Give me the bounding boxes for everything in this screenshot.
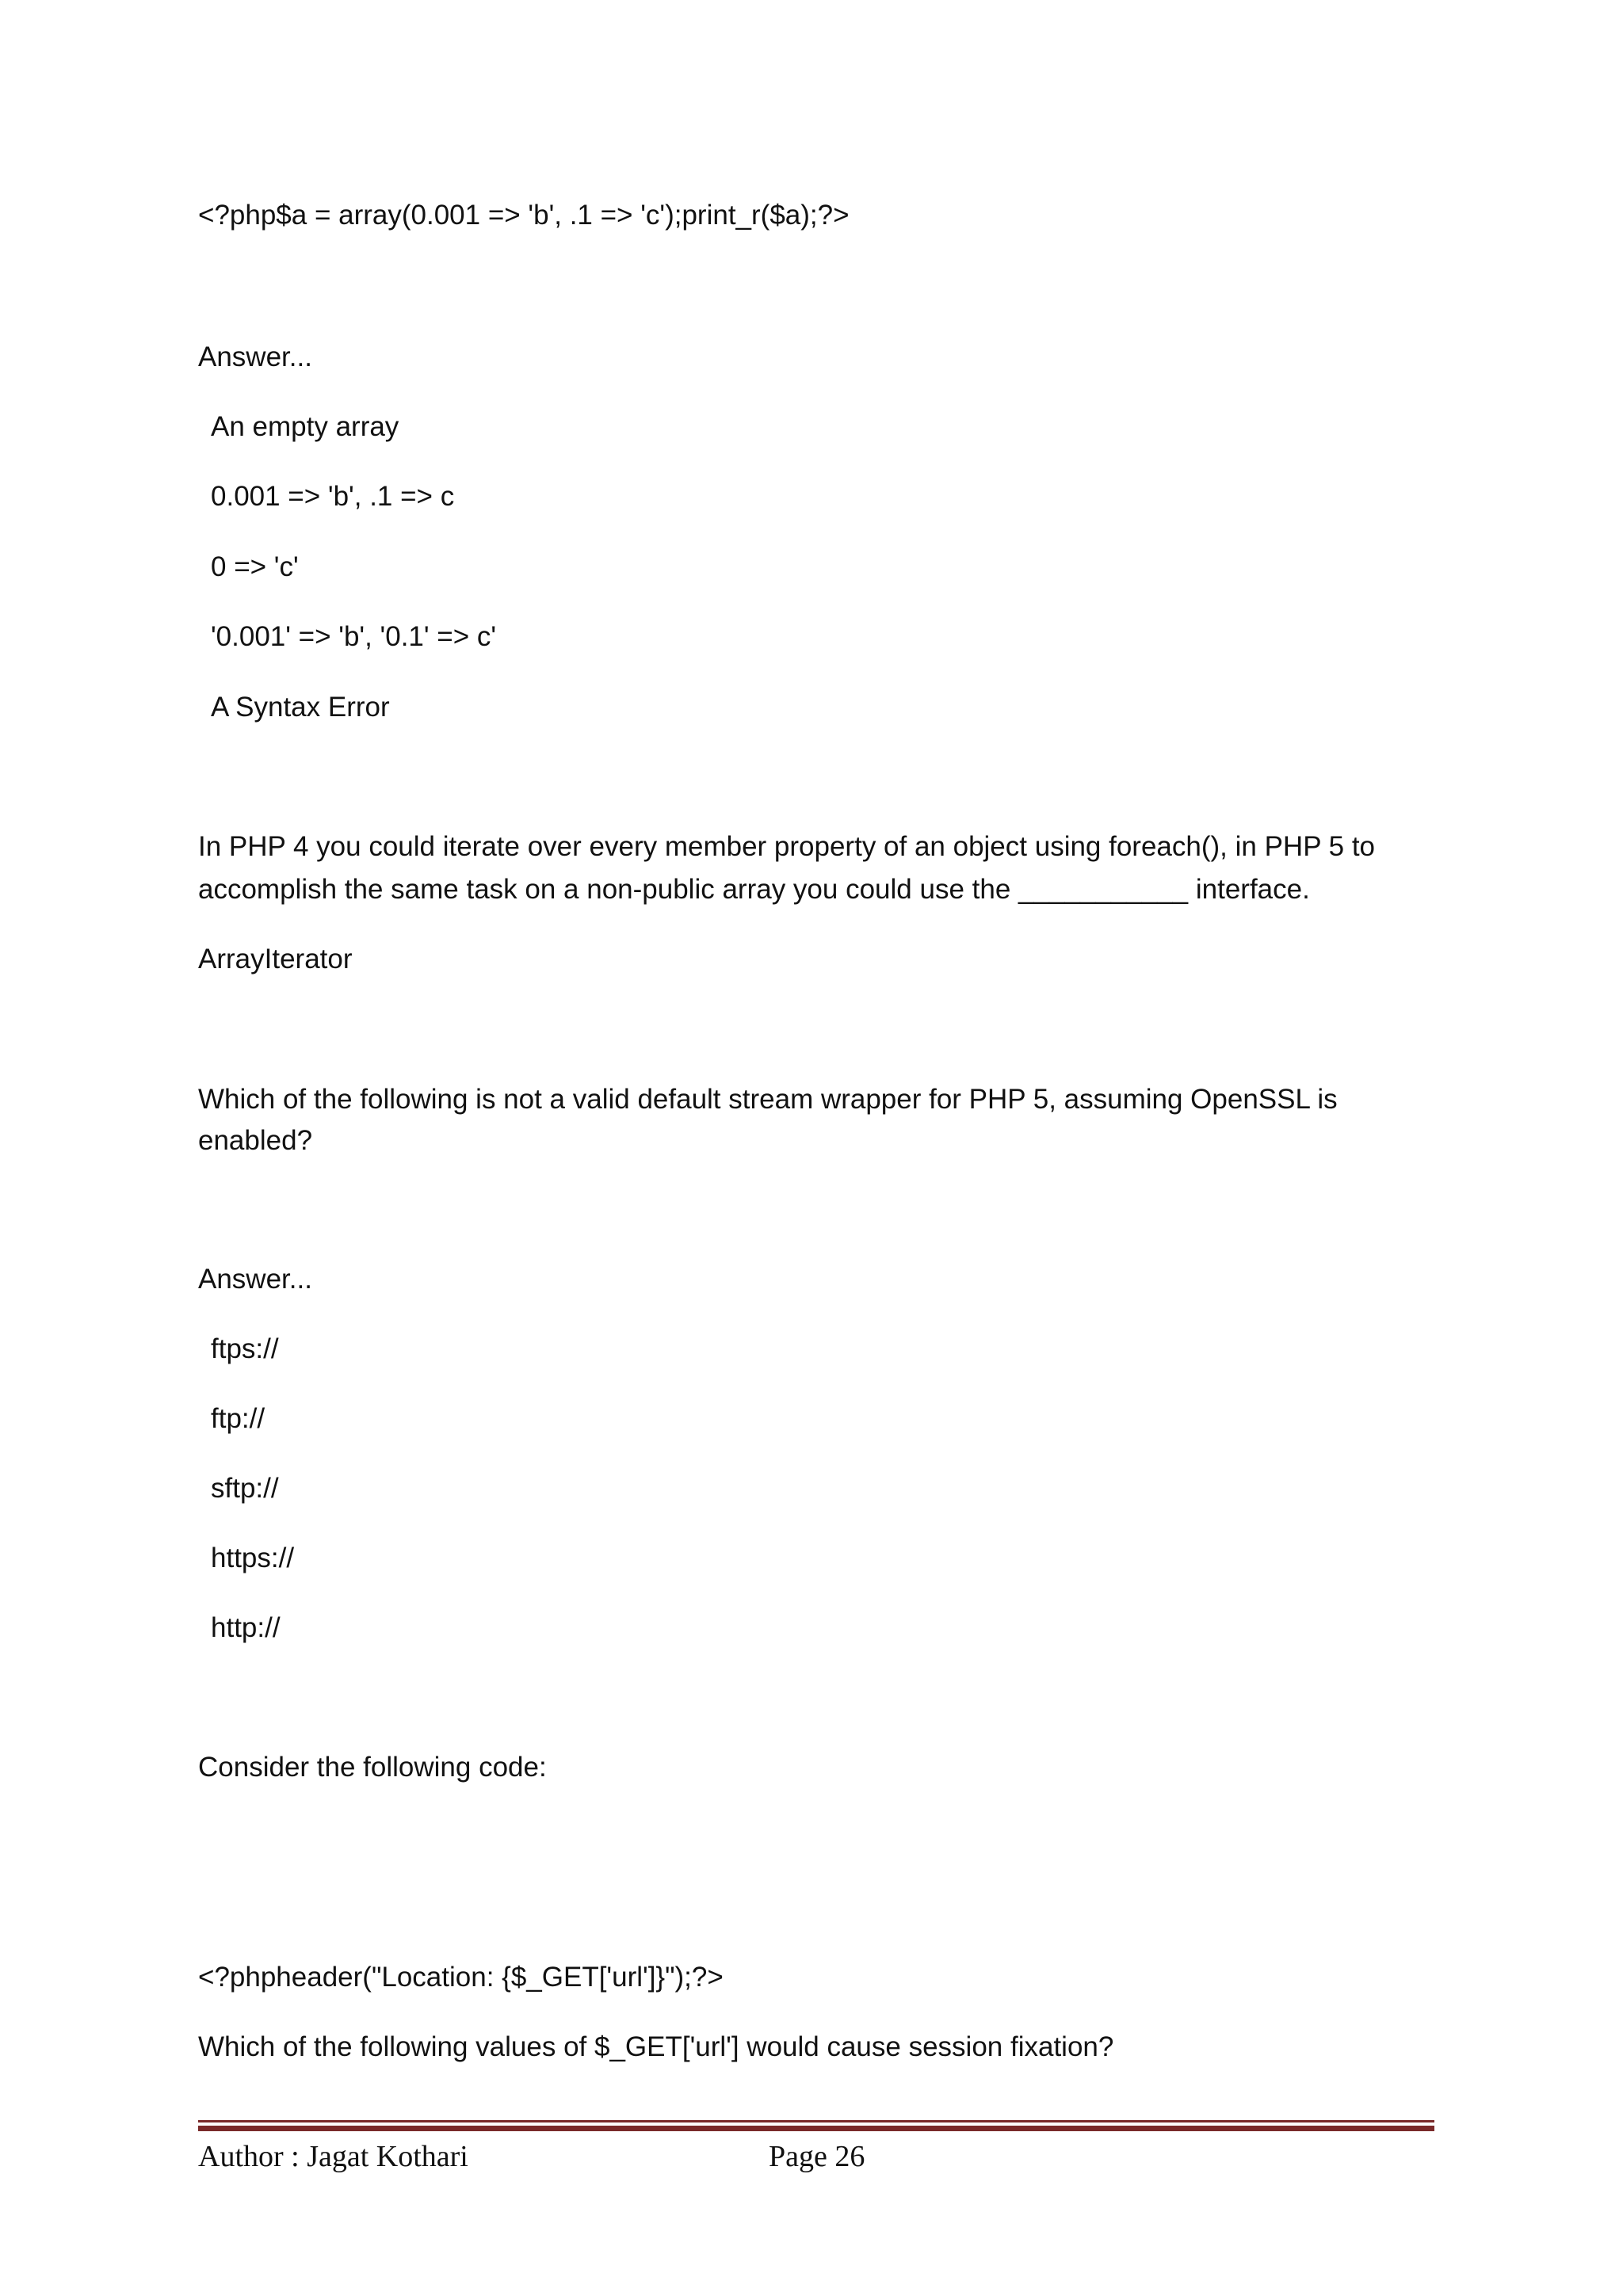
q3-option: ftp:// [211, 1403, 265, 1434]
q3-option: ftps:// [211, 1333, 279, 1364]
q1-option: An empty array [211, 411, 399, 442]
footer-page-number: Page 26 [769, 2140, 865, 2173]
q2-question-line2: accomplish the same task on a non-public array you could use the ___________ interface. [198, 874, 1310, 905]
q3-answer-label: Answer... [198, 1264, 312, 1295]
q3-question-line1: Which of the following is not a valid default stream wrapper for PHP 5, assuming OpenSSL is [198, 1084, 1338, 1115]
q3-option: sftp:// [211, 1473, 279, 1504]
q4-intro: Consider the following code: [198, 1752, 547, 1783]
q1-option: 0.001 => 'b', .1 => c [211, 481, 455, 512]
q1-option: '0.001' => 'b', '0.1' => c' [211, 621, 497, 652]
q3-question-line2: enabled? [198, 1125, 313, 1156]
q2-question-line1: In PHP 4 you could iterate over every member property of an object using foreach(), in PHP 5 to [198, 831, 1376, 862]
q3-option: http:// [211, 1612, 281, 1643]
q1-option: 0 => 'c' [211, 551, 299, 582]
footer-rule-thin [198, 2120, 1434, 2122]
q1-code: <?php$a = array(0.001 => 'b', .1 => 'c');print_r($a);?> [198, 200, 850, 231]
footer-author: Author : Jagat Kothari [198, 2140, 468, 2173]
footer-rule-thick [198, 2126, 1434, 2131]
q3-option: https:// [211, 1543, 295, 1573]
q4-code: <?phpheader("Location: {$_GET['url']}");?> [198, 1962, 724, 1993]
q1-option: A Syntax Error [211, 692, 390, 723]
q2-answer: ArrayIterator [198, 944, 353, 974]
q1-answer-label: Answer... [198, 341, 312, 372]
q4-question: Which of the following values of $_GET['url'] would cause session fixation? [198, 2031, 1114, 2062]
